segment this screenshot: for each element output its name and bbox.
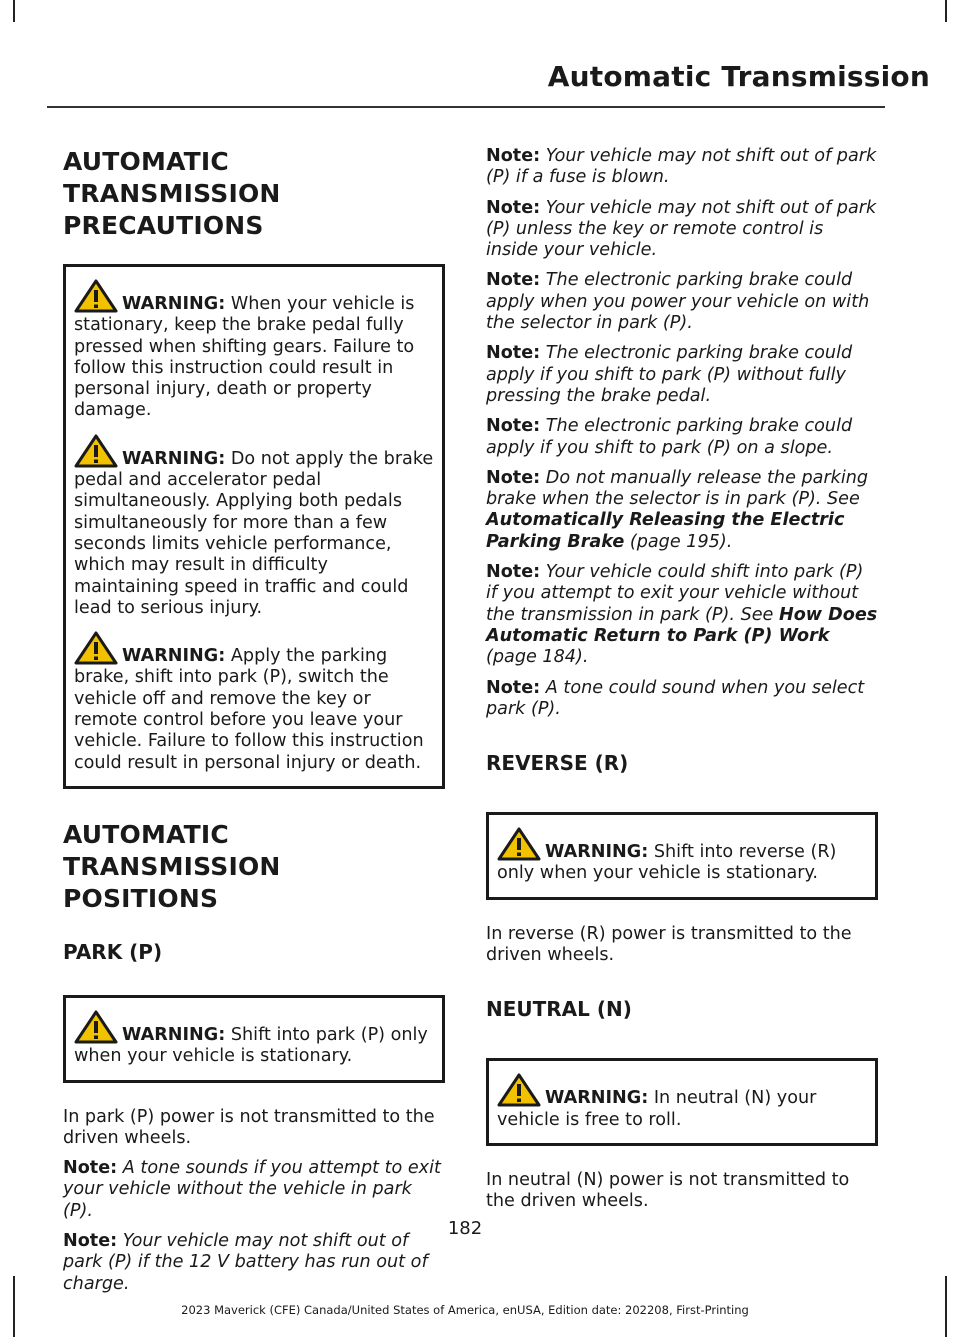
note-paragraph: Note: Your vehicle may not shift out of park (P) if a fuse is blown. <box>486 146 877 188</box>
warning-paragraph: WARNING: When your vehicle is stationary, keep the brake pedal fully pressed when shifting gears. Failure to follow this instruction could result in personal injury, death or property damage. <box>74 279 435 422</box>
crop-mark <box>945 0 947 22</box>
subsection-title-park: PARK (P) <box>63 939 163 964</box>
cross-reference-link[interactable]: How Does Automatic Return to Park (P) Work <box>486 604 878 646</box>
page-number: 182 <box>447 1218 483 1239</box>
note-paragraph: Note: The electronic parking brake could apply if you shift to park (P) on a slope. <box>486 416 853 458</box>
note-paragraph-reference: Note: Do not manually release the parking brake when the selector is in park (P). See Automatically Releasing the Electric Parking Brake (page 195). <box>486 467 869 552</box>
section-title-positions: AUTOMATIC TRANSMISSION POSITIONS <box>63 819 281 913</box>
warning-box-park <box>63 995 445 1083</box>
crop-mark <box>13 0 15 22</box>
note-paragraph: Note: A tone sounds if you attempt to exit your vehicle without the vehicle in park (P). <box>63 1158 441 1221</box>
body-text-neutral: In neutral (N) power is not transmitted to the driven wheels. <box>486 1169 850 1212</box>
warning-triangle-icon <box>74 279 118 313</box>
subsection-title-reverse: REVERSE (R) <box>486 751 629 776</box>
crop-mark <box>945 1276 947 1337</box>
warning-paragraph: WARNING: Apply the parking brake, shift into park (P), switch the vehicle off and remove the key or remote control before you leave your vehicle. Failure to follow this instruction could result in personal injury or death. <box>74 631 435 774</box>
note-paragraph: Note: The electronic parking brake could apply if you shift to park (P) without fully pressing the brake pedal. <box>486 343 853 406</box>
subsection-title-neutral: NEUTRAL (N) <box>486 997 632 1022</box>
note-paragraph: Note: Your vehicle may not shift out of park (P) if the 12 V battery has run out of charge. <box>63 1231 428 1294</box>
body-text-reverse: In reverse (R) power is transmitted to the driven wheels. <box>486 923 852 966</box>
page-header-title: Automatic Transmission <box>547 60 930 93</box>
note-paragraph: Note: The electronic parking brake could apply when you power your vehicle on with the selector in park (P). <box>486 270 870 334</box>
right-column <box>486 146 878 1222</box>
note-paragraph-reference: Note: Your vehicle could shift into park (P) if you attempt to exit your vehicle without the transmission in park (P). See How Does Automatic Return to Park (P) Work (page 184). <box>486 562 878 668</box>
cross-reference-link[interactable]: Automatically Releasing the Electric Parking Brake <box>486 510 845 552</box>
header-divider <box>47 106 885 108</box>
warning-paragraph: WARNING: In neutral (N) your vehicle is free to roll. <box>497 1073 868 1131</box>
warning-triangle-icon <box>497 1073 541 1107</box>
left-column <box>63 146 445 1304</box>
section-title-precautions: AUTOMATIC TRANSMISSION PRECAUTIONS <box>63 147 281 240</box>
warning-triangle-icon <box>74 434 118 468</box>
footer-edition-info: 2023 Maverick (CFE) Canada/United States of America, enUSA, Edition date: 202208, First-Printing <box>181 1303 749 1317</box>
note-paragraph: Note: A tone could sound when you select park (P). <box>486 677 865 719</box>
warning-triangle-icon <box>74 1010 118 1044</box>
warning-box-neutral <box>486 1058 878 1146</box>
warning-triangle-icon <box>74 631 118 665</box>
warning-paragraph: WARNING: Do not apply the brake pedal and accelerator pedal simultaneously. Applying both pedals simultaneously for more than a few seconds limits vehicle performance, which may result in difficulty maintaining speed in traffic and could lead to serious injury. <box>74 434 435 619</box>
warning-paragraph: WARNING: Shift into reverse (R) only when your vehicle is stationary. <box>497 827 868 885</box>
warning-box-precautions <box>63 264 445 789</box>
warning-triangle-icon <box>497 827 541 861</box>
warning-paragraph: WARNING: Shift into park (P) only when your vehicle is stationary. <box>74 1010 435 1068</box>
note-paragraph: Note: Your vehicle may not shift out of park (P) unless the key or remote control is inside your vehicle. <box>486 197 877 261</box>
body-text-park: In park (P) power is not transmitted to the driven wheels. <box>63 1106 435 1148</box>
warning-box-reverse <box>486 812 878 900</box>
